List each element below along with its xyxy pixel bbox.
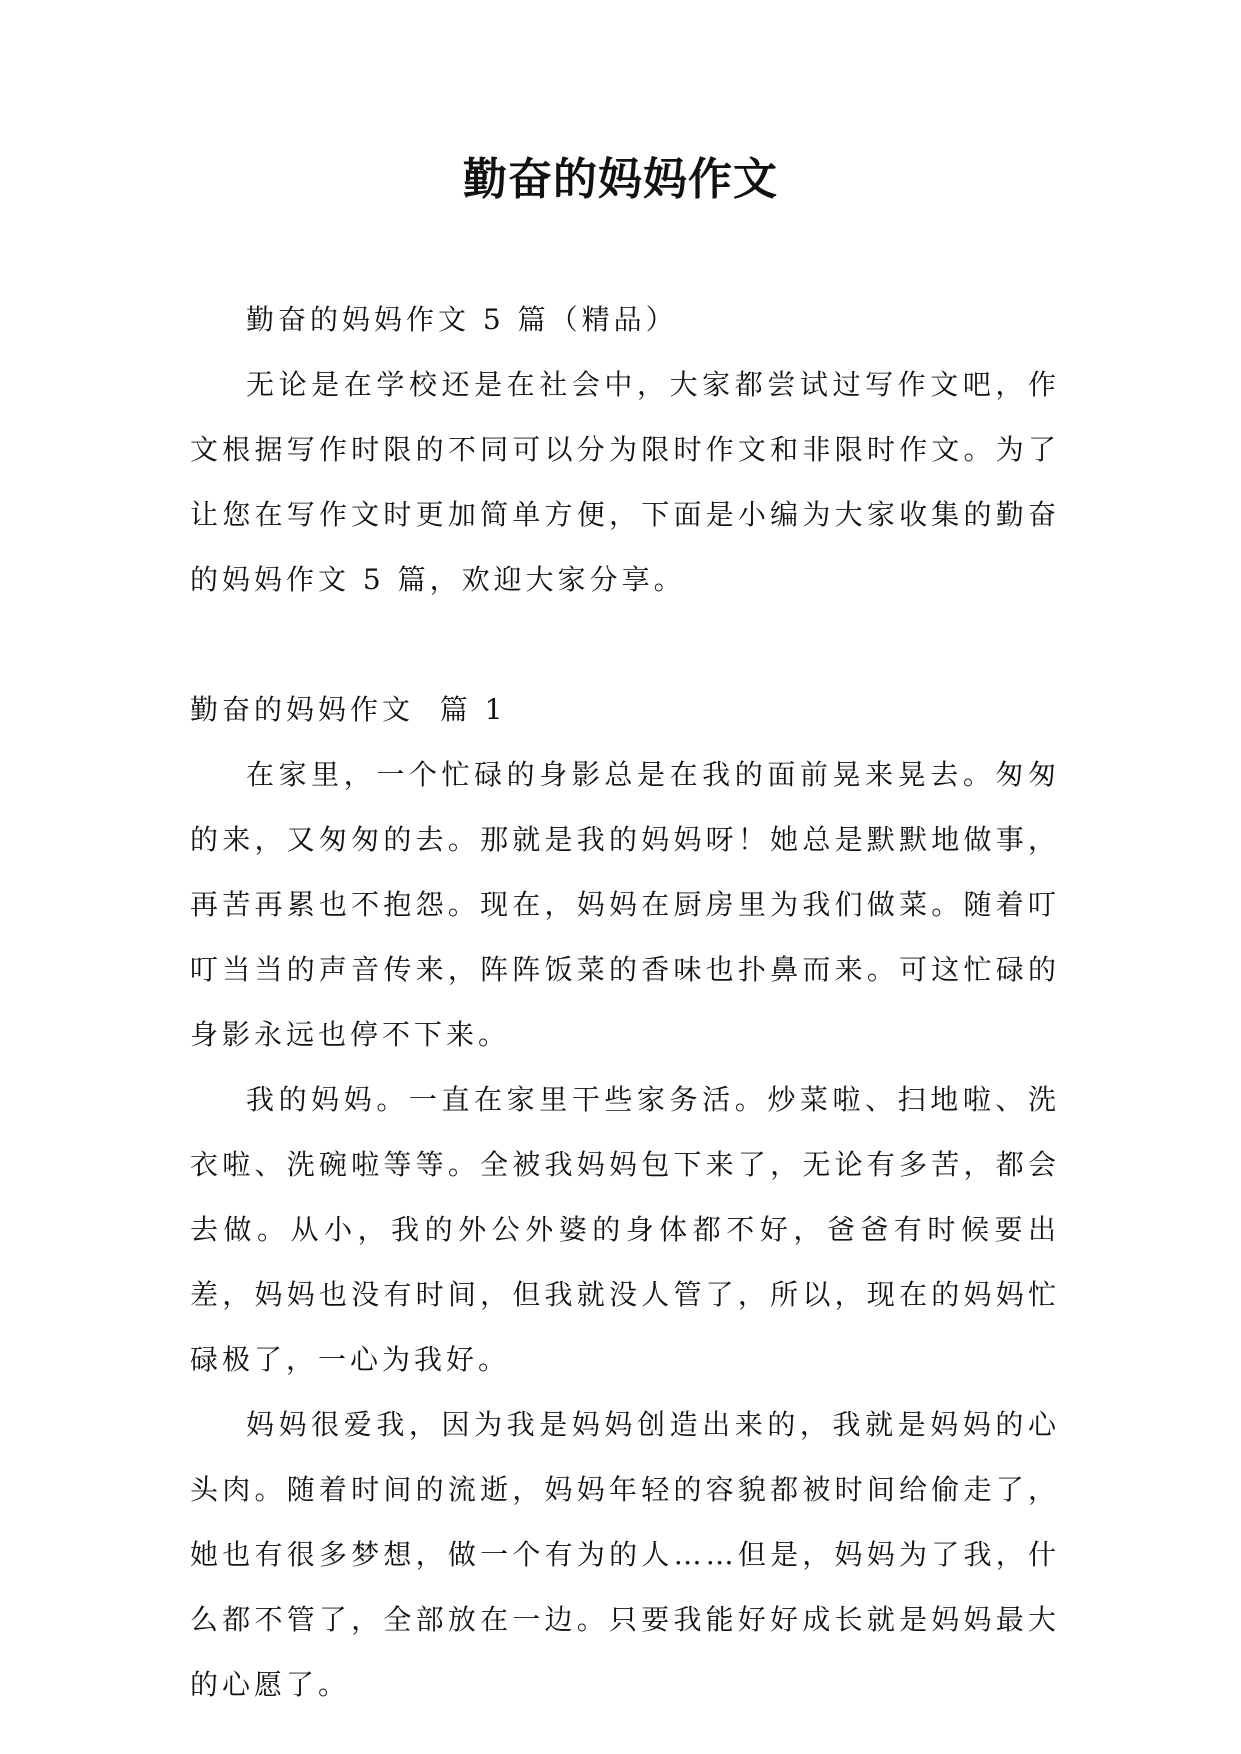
subtitle-line: 勤奋的妈妈作文 5 篇（精品） xyxy=(246,303,678,336)
body-paragraph-1: 在家里，一个忙碌的身影总是在我的面前晃来晃去。匆匆的来，又匆匆的去。那就是我的妈妈呀！她总是默默地做事，再苦再累也不抱怨。现在，妈妈在厨房里为我们做菜。随着叮叮当当的声音传来，阵阵饭菜的香味也扑鼻而来。可这忙碌的身影永远也停不下来。 xyxy=(190,758,1060,1051)
intro-paragraph: 无论是在学校还是在社会中，大家都尝试过写作文吧，作文根据写作时限的不同可以分为限时作文和非限时作文。为了让您在写作文时更加简单方便，下面是小编为大家收集的勤奋的妈妈作文 5 篇，欢迎大家分享。 xyxy=(190,368,1060,596)
body-paragraph-3: 妈妈很爱我，因为我是妈妈创造出来的，我就是妈妈的心头肉。随着时间的流逝，妈妈年轻的容貌都被时间给偷走了，她也有很多梦想，做一个有为的人……但是，妈妈为了我，什么都不管了，全部放在一边。只要我能好好成长就是妈妈最大的心愿了。 xyxy=(190,1408,1060,1701)
section-heading: 勤奋的妈妈作文 篇 1 xyxy=(190,693,507,726)
document-body xyxy=(190,287,1060,1717)
body-paragraph-2: 我的妈妈。一直在家里干些家务活。炒菜啦、扫地啦、洗衣啦、洗碗啦等等。全被我妈妈包下来了，无论有多苦，都会去做。从小，我的外公外婆的身体都不好，爸爸有时候要出差，妈妈也没有时间，但我就没人管了，所以，现在的妈妈忙碌极了，一心为我好。 xyxy=(190,1083,1060,1376)
document-title: 勤奋的妈妈作文 xyxy=(463,154,778,205)
